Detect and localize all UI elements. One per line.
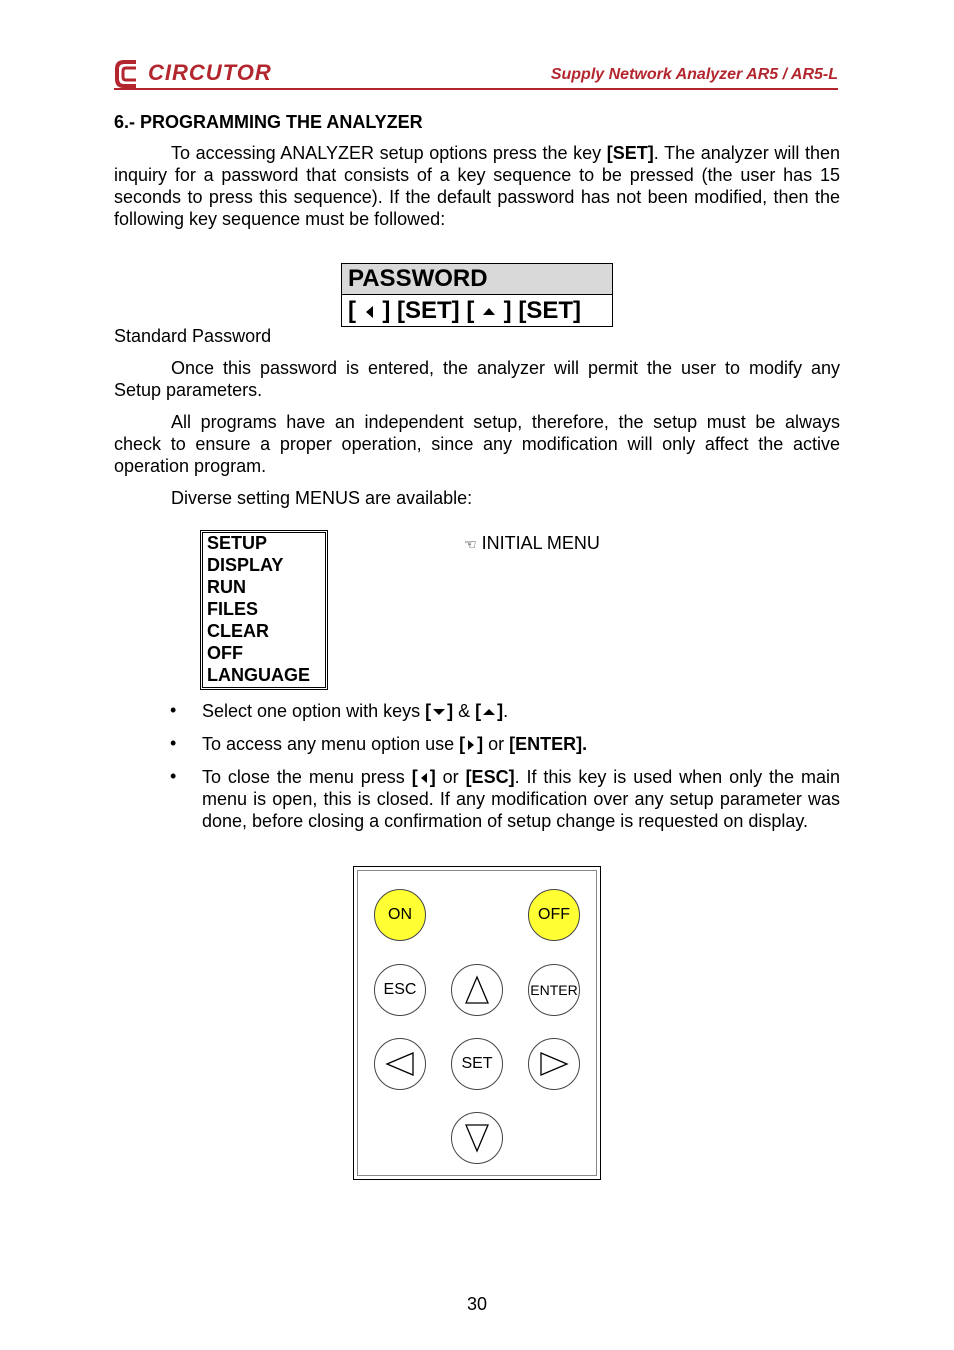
intro-text-a: To accessing ANALYZER setup options press the key xyxy=(171,143,607,163)
bracket: ] xyxy=(447,701,454,721)
esc-button[interactable]: ESC xyxy=(374,964,426,1016)
bracket: [ xyxy=(475,701,482,721)
menu-list xyxy=(200,530,328,690)
off-button[interactable]: OFF xyxy=(528,889,580,941)
bullet-dot-icon: • xyxy=(170,700,177,720)
left-arrow-icon xyxy=(421,773,427,783)
or-text: or xyxy=(435,767,466,787)
menu-item-display: DISPLAY xyxy=(207,555,284,575)
bullet-access-option xyxy=(202,733,840,755)
enter-key-ref: [ENTER]. xyxy=(509,734,588,754)
circutor-logo xyxy=(114,58,272,90)
bullet-dot-icon: • xyxy=(170,766,177,786)
paragraph-2-text: Once this password is entered, the analyzer will permit the user to modify any Setup parameters. xyxy=(114,358,840,400)
ampersand: & xyxy=(453,701,476,721)
intro-text-b: . The analyzer will then inquiry for a password that consists of a key sequence to be pressed (the user has 15 seconds to press this sequence). If the default password has not been modified, then the following key sequence must be followed: xyxy=(114,143,840,229)
paragraph-3-text: All programs have an independent setup, therefore, the setup must be always check to ensure a proper operation, since any modification will only affect the active operation program. xyxy=(114,412,840,476)
bullet-3-text-b: . If this key is used when only the main menu is open, this is closed. If any modification over any setup parameter was done, before closing a confirmation of setup change is requested on display. xyxy=(202,767,840,831)
password-display xyxy=(341,263,613,327)
bullet-close-menu xyxy=(202,766,840,832)
menu-item-setup: SETUP xyxy=(207,533,268,553)
bullet-1-text: Select one option with keys xyxy=(202,701,426,721)
on-button[interactable]: ON xyxy=(374,889,426,941)
bracket: [ xyxy=(411,767,418,787)
bullet-dot-icon: • xyxy=(170,733,177,753)
initial-menu-label xyxy=(464,533,600,554)
menu-item-off: OFF xyxy=(207,643,243,663)
down-button[interactable] xyxy=(451,1112,503,1164)
standard-password-label: Standard Password xyxy=(114,326,272,346)
page-number: 30 xyxy=(466,1294,488,1314)
down-arrow-icon xyxy=(433,709,445,715)
menu-item-run: RUN xyxy=(207,577,246,597)
right-triangle-icon xyxy=(539,1051,569,1077)
up-arrow-icon xyxy=(483,709,495,715)
intro-paragraph xyxy=(114,142,840,230)
password-title: PASSWORD xyxy=(342,264,612,295)
keypad-diagram xyxy=(353,866,601,1180)
paragraph-2 xyxy=(114,357,840,401)
period: . xyxy=(503,701,509,721)
paragraph-4-text: Diverse setting MENUS are available: xyxy=(171,488,473,508)
bracket-open: [ xyxy=(348,297,356,324)
bracket: ] xyxy=(477,734,484,754)
bullet-3-text-a: To close the menu press xyxy=(202,767,412,787)
bullet-select-option xyxy=(202,700,840,722)
section-title: 6.- PROGRAMMING THE ANALYZER xyxy=(114,112,423,132)
down-triangle-icon xyxy=(464,1123,490,1153)
bracket: ] xyxy=(429,767,436,787)
circutor-logo-icon xyxy=(114,58,148,90)
menu-item-clear: CLEAR xyxy=(207,621,269,641)
esc-key-ref: [ESC] xyxy=(465,767,515,787)
enter-button[interactable]: ENTER xyxy=(528,964,580,1016)
up-arrow-icon xyxy=(483,308,495,315)
sequence-set-1: ] [SET] [ xyxy=(382,297,475,324)
sequence-set-2: ] [SET] xyxy=(503,297,581,324)
pointing-hand-icon: ☜ xyxy=(464,537,477,553)
right-button[interactable] xyxy=(528,1038,580,1090)
set-key-ref: [SET] xyxy=(606,143,654,163)
left-triangle-icon xyxy=(385,1051,415,1077)
left-button[interactable] xyxy=(374,1038,426,1090)
right-arrow-icon xyxy=(468,740,474,750)
menu-item-files: FILES xyxy=(207,599,259,619)
up-button[interactable] xyxy=(451,964,503,1016)
bracket: [ xyxy=(425,701,432,721)
bracket: ] xyxy=(497,701,504,721)
initial-menu-text: INITIAL MENU xyxy=(481,533,600,553)
paragraph-4 xyxy=(114,487,840,509)
paragraph-3 xyxy=(114,411,840,477)
logo-text: CIRCUTOR xyxy=(148,60,272,85)
bracket: [ xyxy=(459,734,466,754)
up-triangle-icon xyxy=(464,975,490,1005)
header-divider xyxy=(114,88,838,90)
bullet-2-text: To access any menu option use xyxy=(202,734,460,754)
menu-item-language: LANGUAGE xyxy=(207,665,310,685)
left-arrow-icon xyxy=(366,306,373,318)
set-button[interactable]: SET xyxy=(451,1038,503,1090)
document-header-title: Supply Network Analyzer AR5 / AR5-L xyxy=(550,66,838,83)
keypad-panel xyxy=(357,870,597,1176)
password-sequence xyxy=(342,295,612,325)
or-text: or xyxy=(483,734,510,754)
